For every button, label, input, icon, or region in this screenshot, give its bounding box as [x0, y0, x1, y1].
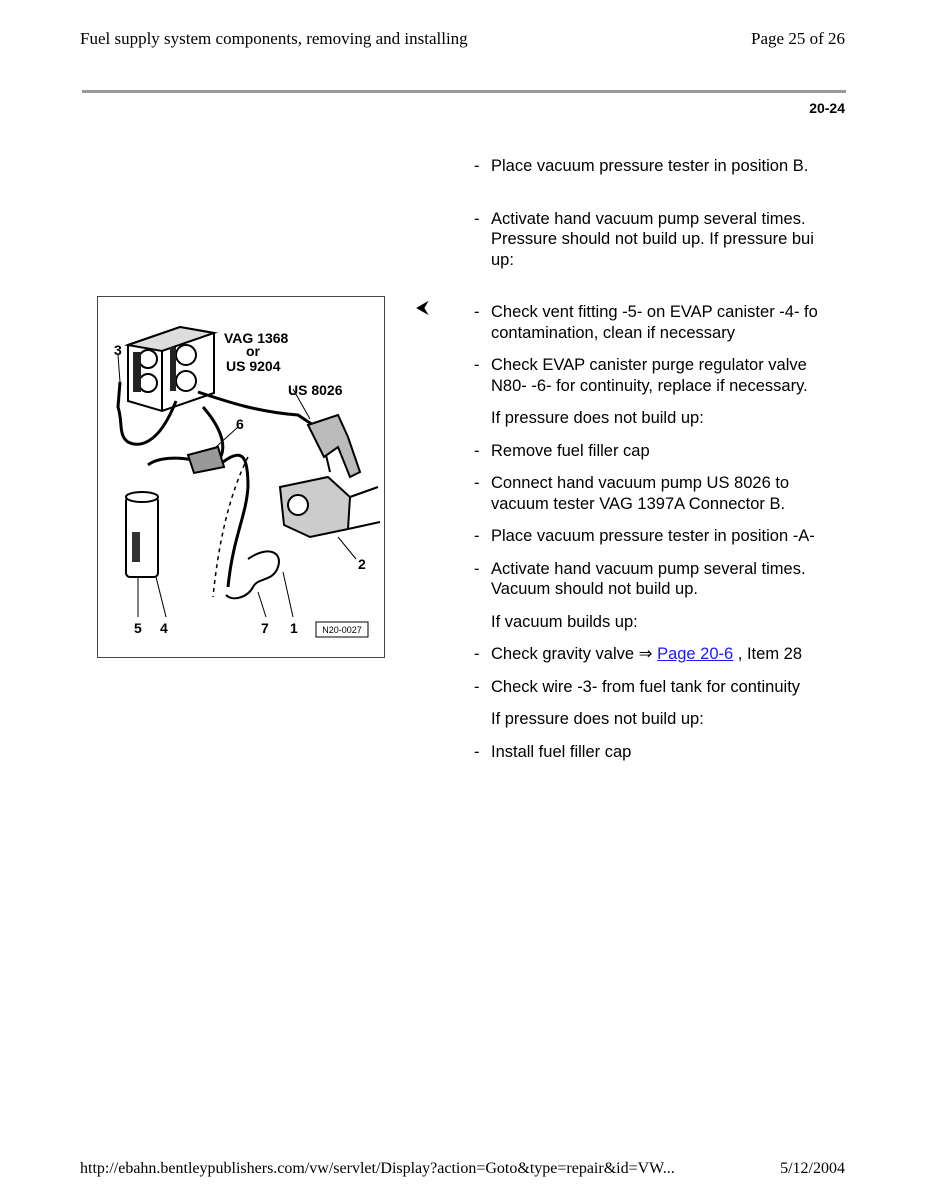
- step-text: Check wire -3- from fuel tank for continuity: [491, 677, 801, 696]
- procedure-step: [474, 408, 846, 429]
- procedure-step: [474, 441, 846, 462]
- procedure-step: [474, 526, 846, 547]
- bullet-dash: -: [474, 209, 480, 228]
- illustration-drawing: [98, 297, 386, 659]
- step-text: Check gravity valve ⇒: [491, 645, 653, 663]
- figure-pointer-icon: ⮜: [416, 297, 429, 317]
- step-text: If pressure does not build up:: [491, 409, 704, 427]
- step-line: [474, 209, 846, 230]
- step-line: [474, 709, 846, 730]
- step-text: Remove fuel filler cap: [491, 441, 650, 460]
- step-line: [474, 441, 846, 462]
- vacuum-tester-box: [128, 327, 214, 411]
- step-text: Activate hand vacuum pump several times.: [491, 559, 806, 578]
- document-title: Fuel supply system components, removing and installing: [80, 29, 468, 48]
- callout-4: 4: [160, 620, 168, 636]
- page-link[interactable]: Page 20-6: [657, 645, 734, 663]
- step-line: [474, 526, 846, 547]
- callout-6: 6: [236, 416, 244, 432]
- step-text: Check EVAP canister purge regulator valve: [491, 356, 807, 374]
- bullet-dash: -: [474, 527, 480, 545]
- bullet-dash: -: [474, 742, 480, 761]
- step-text: Place vacuum pressure tester in position B.: [491, 157, 809, 175]
- step-text: Place vacuum pressure tester in position -A-: [491, 527, 815, 545]
- procedure-step: [474, 209, 846, 271]
- step-text: Vacuum should not build up.: [491, 580, 698, 598]
- step-text: If vacuum builds up:: [491, 612, 638, 631]
- link-suffix: , Item 28: [733, 645, 802, 663]
- procedure-step: [474, 612, 846, 633]
- step-line: [474, 355, 846, 376]
- print-date: 5/12/2004: [780, 1160, 845, 1177]
- step-line: [474, 302, 846, 323]
- bullet-dash: -: [474, 677, 480, 696]
- procedure-step: [474, 302, 846, 343]
- bullet-dash: -: [474, 157, 480, 175]
- purge-valve: [188, 427, 238, 473]
- step-text: up:: [491, 250, 514, 269]
- figure-id: N20-0027: [322, 625, 362, 635]
- step-text: Pressure should not build up. If pressure bui: [491, 230, 814, 248]
- step-line: [474, 473, 846, 494]
- procedure-steps: [474, 156, 846, 762]
- bullet-dash: -: [474, 441, 480, 460]
- procedure-step: [474, 742, 846, 763]
- step-text: contamination, clean if necessary: [491, 323, 735, 342]
- step-line: [474, 408, 846, 429]
- step-text: If pressure does not build up:: [491, 710, 704, 728]
- step-line: [474, 742, 846, 763]
- step-line: [474, 376, 846, 397]
- evap-canister: [126, 492, 166, 617]
- step-line: [474, 494, 846, 515]
- step-line: [474, 559, 846, 580]
- bullet-dash: -: [474, 303, 480, 321]
- callout-2: 2: [358, 556, 366, 572]
- step-text: N80- -6- for continuity, replace if necessary.: [491, 376, 808, 395]
- step-line: [474, 250, 846, 271]
- throttle-body: [280, 477, 380, 559]
- callout-5: 5: [134, 620, 142, 636]
- tester-label: VAG 1368: [224, 330, 289, 346]
- bullet-dash: -: [474, 474, 480, 492]
- or-label: or: [246, 343, 260, 359]
- bullet-dash: -: [474, 559, 480, 578]
- vacuum-test-illustration: [97, 296, 385, 658]
- procedure-step: [474, 677, 846, 698]
- procedure-step: [474, 355, 846, 396]
- procedure-step: [474, 709, 846, 730]
- step-text: vacuum tester VAG 1397A Connector B.: [491, 494, 786, 513]
- step-text: Activate hand vacuum pump several times.: [491, 209, 806, 228]
- step-line: [474, 612, 846, 633]
- step-text: Check vent fitting -5- on EVAP canister -4- fo: [491, 303, 818, 321]
- filler-hose: [226, 551, 293, 617]
- step-line: [474, 323, 846, 344]
- pump-label: US 8026: [288, 382, 343, 398]
- page-counter: Page 25 of 26: [751, 29, 845, 48]
- header-divider: [82, 90, 846, 93]
- procedure-step: [474, 473, 846, 514]
- callout-7: 7: [261, 620, 269, 636]
- section-page-number: 20-24: [809, 100, 845, 116]
- step-text: Connect hand vacuum pump US 8026 to: [491, 474, 790, 492]
- step-line: [474, 229, 846, 250]
- procedure-step: [474, 559, 846, 600]
- callout-1: 1: [290, 620, 298, 636]
- bullet-dash: -: [474, 356, 480, 374]
- step-line: [474, 677, 846, 698]
- procedure-step: [474, 156, 846, 177]
- procedure-step: [474, 644, 846, 665]
- step-line: [474, 579, 846, 600]
- callout-3: 3: [114, 342, 122, 358]
- source-url: http://ebahn.bentleypublishers.com/vw/servlet/Display?action=Goto&type=repair&id=VW...: [80, 1160, 675, 1177]
- hand-pump: [308, 415, 360, 477]
- bullet-dash: -: [474, 645, 480, 663]
- tester-us-label: US 9204: [226, 358, 281, 374]
- step-line: [474, 644, 846, 665]
- step-text: Install fuel filler cap: [491, 742, 632, 761]
- step-line: [474, 156, 846, 177]
